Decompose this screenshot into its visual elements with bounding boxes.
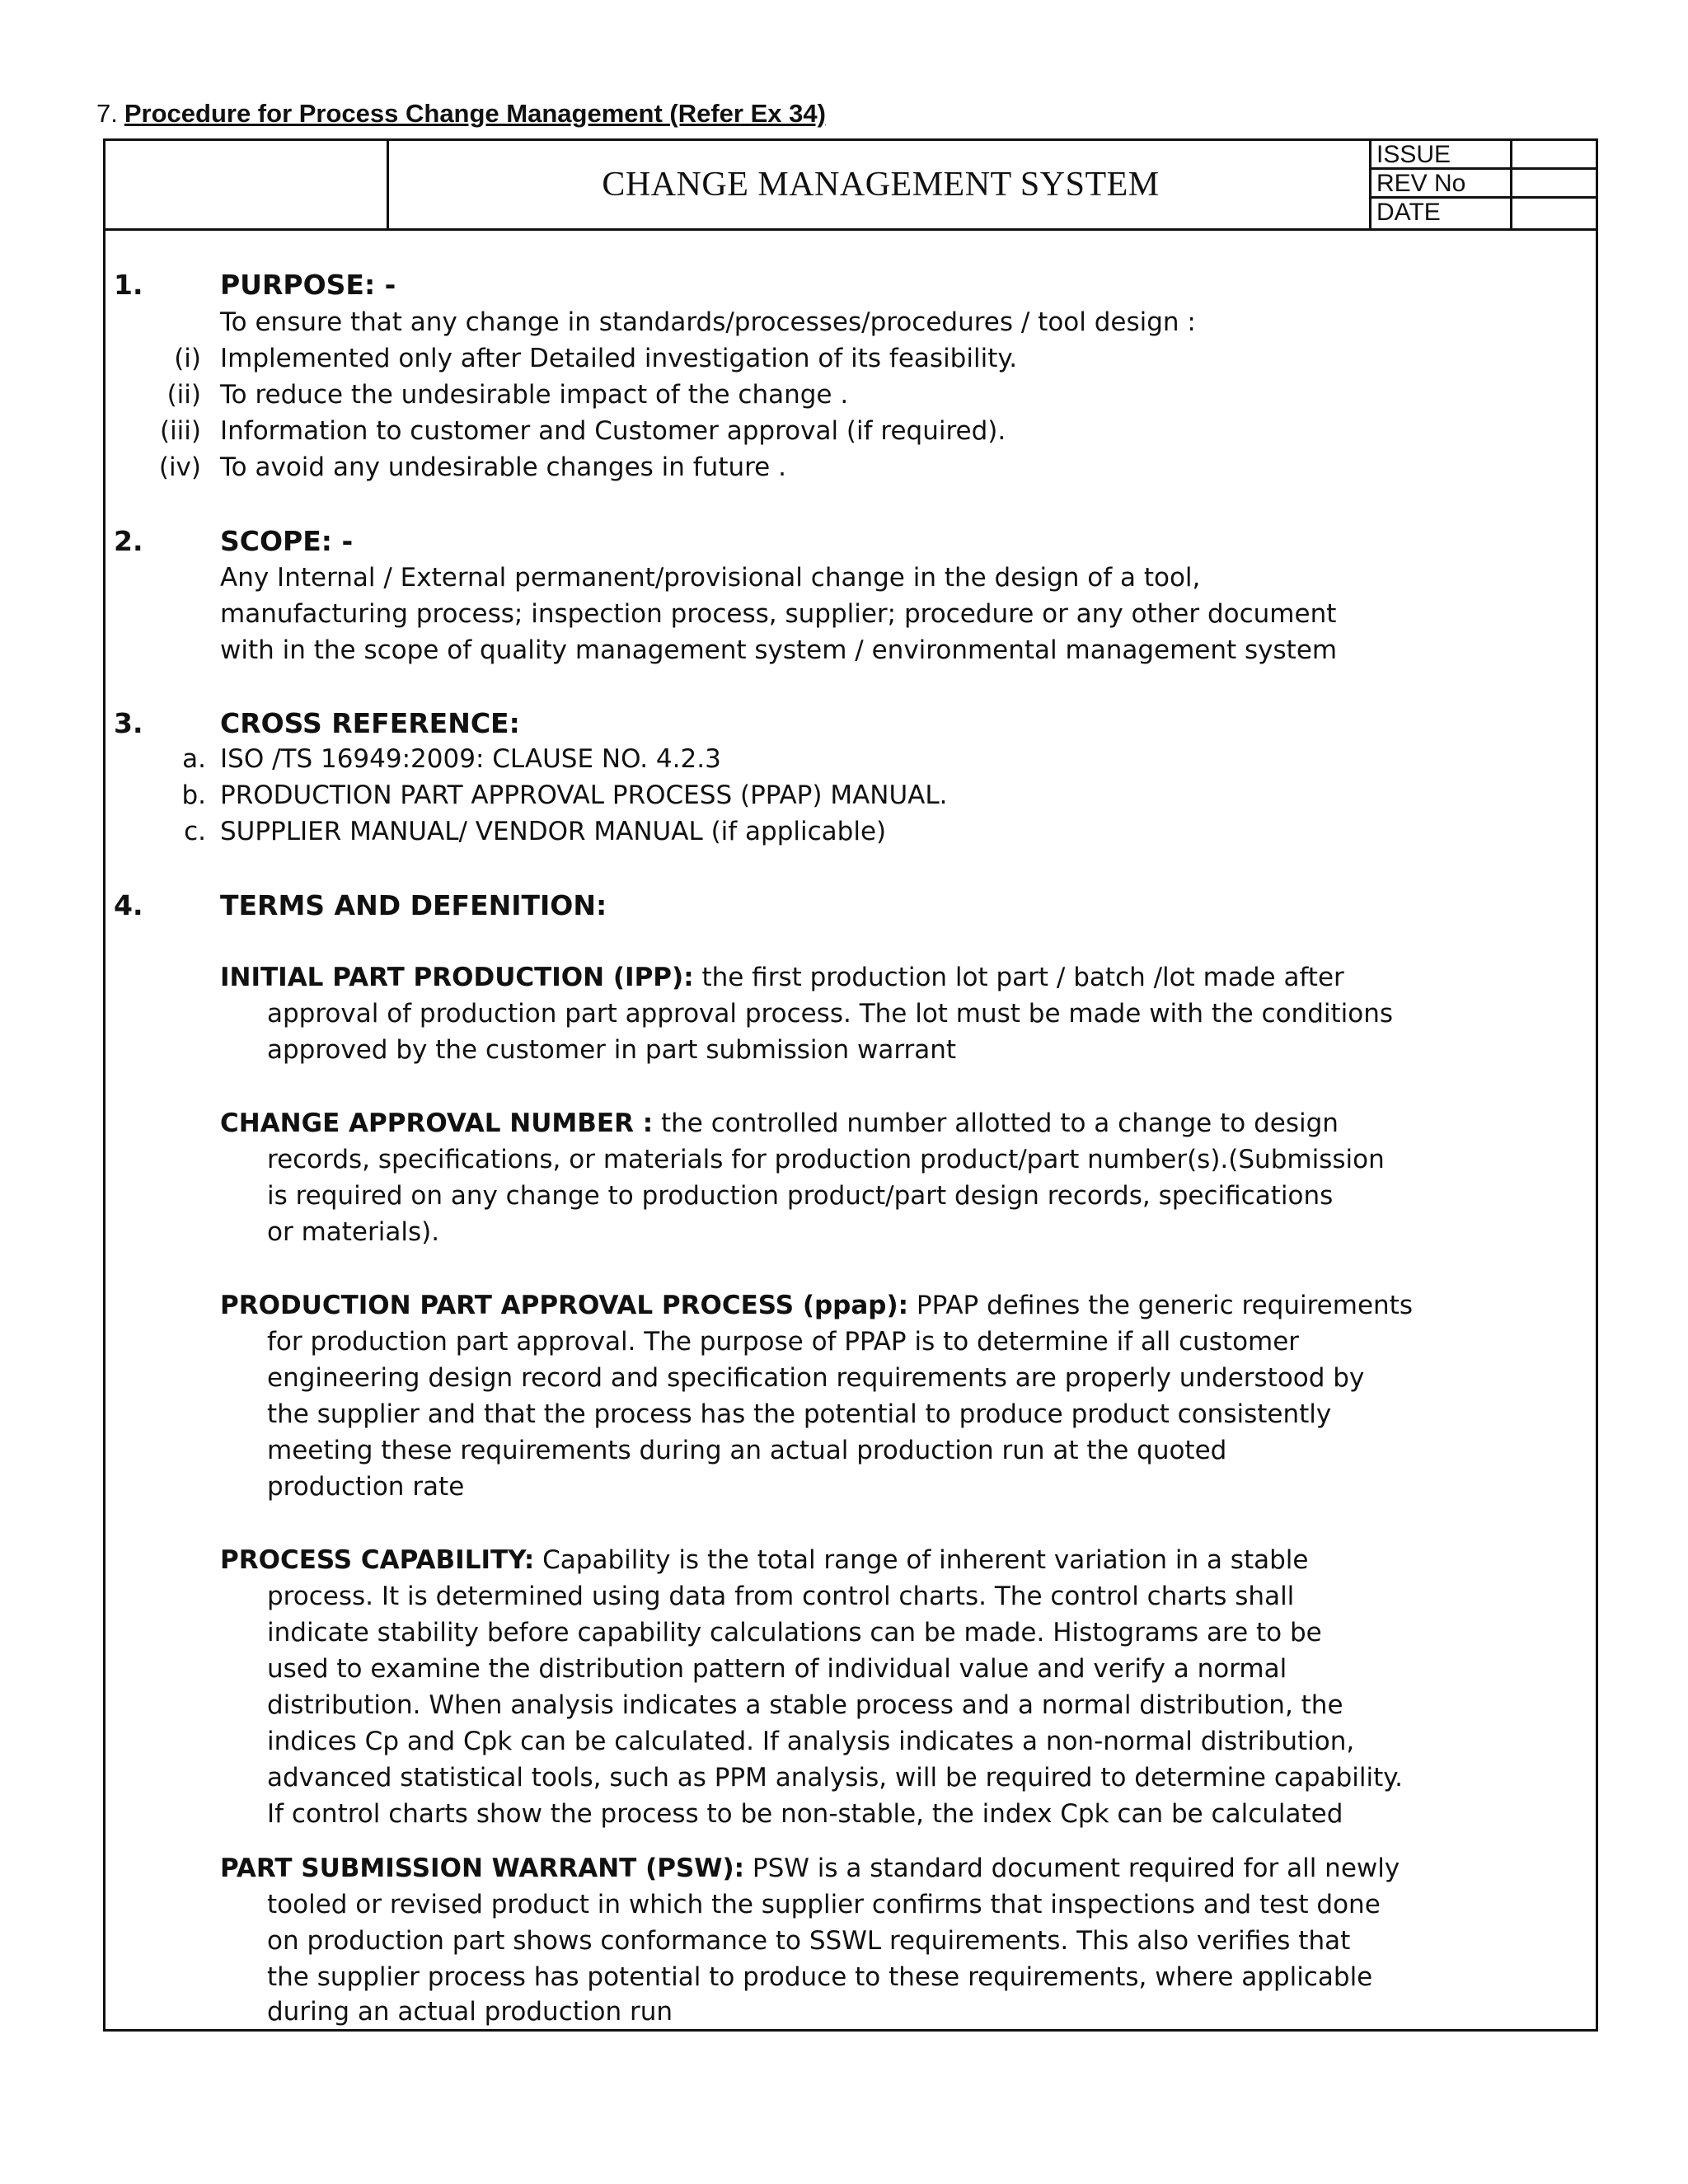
term-line: the supplier process has potential to produce to these requirements, where applicable — [267, 1962, 1373, 1992]
purpose-marker: (i) — [174, 344, 201, 373]
term-definition: Capability is the total range of inherent variation in a stable — [534, 1545, 1309, 1575]
term-ppap — [220, 1291, 1413, 1320]
purpose-number: 1. — [114, 269, 143, 301]
purpose-item: To reduce the undesirable impact of the change . — [220, 380, 849, 410]
crossref-item: PRODUCTION PART APPROVAL PROCESS (PPAP) MANUAL. — [220, 780, 948, 810]
logo-cell — [106, 141, 389, 228]
term-definition: PSW is a standard document required for all newly — [744, 1854, 1400, 1883]
term-name: CHANGE APPROVAL NUMBER : — [220, 1108, 654, 1138]
rev-label: REV No — [1376, 170, 1466, 197]
term-name: PART SUBMISSION WARRANT (PSW): — [220, 1854, 745, 1883]
revision-table — [1369, 141, 1598, 228]
crossref-number: 3. — [114, 707, 143, 739]
crossref-marker: a. — [182, 744, 206, 774]
term-line: records, specifications, or materials for production product/part number(s).(Submission — [267, 1145, 1385, 1174]
term-line: is required on any change to production product/part design records, specifications — [267, 1181, 1334, 1211]
crossref-marker: c. — [184, 817, 206, 846]
term-name: INITIAL PART PRODUCTION (IPP): — [220, 963, 694, 992]
crossref-marker: b. — [181, 780, 206, 810]
term-psw — [220, 1854, 1400, 1883]
crossref-item: ISO /TS 16949:2009: CLAUSE NO. 4.2.3 — [220, 744, 721, 774]
term-line: process. It is determined using data from control charts. The control charts shall — [267, 1582, 1295, 1611]
term-line: indicate stability before capability calculations can be made. Histograms are to be — [267, 1618, 1322, 1647]
term-definition: PPAP defines the generic requirements — [908, 1291, 1413, 1320]
issue-row — [1372, 141, 1598, 170]
crossref-item: SUPPLIER MANUAL/ VENDOR MANUAL (if applicable) — [220, 817, 887, 846]
purpose-item: To avoid any undesirable changes in future . — [220, 452, 786, 482]
term-line: the supplier and that the process has the potential to produce product consistently — [267, 1399, 1332, 1429]
term-ipp — [220, 963, 1344, 992]
term-line: approval of production part approval process. The lot must be made with the conditions — [267, 999, 1394, 1029]
procedure-heading — [96, 99, 826, 129]
purpose-intro: To ensure that any change in standards/processes/procedures / tool design : — [220, 307, 1196, 337]
document-title: CHANGE MANAGEMENT SYSTEM — [602, 166, 1160, 204]
document-header — [106, 141, 1596, 231]
term-change-approval — [220, 1108, 1339, 1138]
term-name: PROCESS CAPABILITY: — [220, 1545, 535, 1575]
purpose-marker: (ii) — [166, 380, 201, 410]
terms-number: 4. — [114, 889, 143, 921]
term-line: tooled or revised product in which the supplier confirms that inspections and test done — [267, 1890, 1381, 1919]
term-line: production rate — [267, 1472, 465, 1502]
terms-title: TERMS AND DEFENITION: — [220, 889, 607, 921]
term-line: distribution. When analysis indicates a stable process and a normal distribution, the — [267, 1690, 1343, 1720]
term-line: approved by the customer in part submission warrant — [267, 1035, 957, 1065]
purpose-title: PURPOSE: - — [220, 269, 396, 301]
term-line: for production part approval. The purpose of PPAP is to determine if all customer — [267, 1327, 1300, 1357]
term-line: used to examine the distribution pattern of individual value and verify a normal — [267, 1654, 1287, 1684]
scope-title: SCOPE: - — [220, 525, 354, 557]
scope-line: manufacturing process; inspection process, supplier; procedure or any other document — [220, 599, 1337, 629]
date-value — [1510, 199, 1598, 228]
purpose-marker: (iii) — [159, 416, 201, 446]
date-row — [1372, 199, 1598, 228]
heading-number: 7. — [96, 99, 118, 128]
crossref-title: CROSS REFERENCE: — [220, 707, 520, 739]
term-process-capability — [220, 1545, 1308, 1575]
term-line: or materials). — [267, 1217, 440, 1247]
scope-line: Any Internal / External permanent/provisional change in the design of a tool, — [220, 563, 1201, 593]
purpose-marker: (iv) — [158, 452, 201, 482]
date-label: DATE — [1376, 199, 1441, 226]
document-frame — [103, 138, 1598, 2032]
scope-number: 2. — [114, 525, 143, 557]
heading-title: Procedure for Process Change Management (Refer Ex 34) — [124, 99, 826, 128]
purpose-item: Information to customer and Customer approval (if required). — [220, 416, 1006, 446]
rev-value — [1510, 170, 1598, 196]
term-line: If control charts show the process to be non-stable, the index Cpk can be calculated — [267, 1799, 1343, 1829]
issue-label: ISSUE — [1376, 141, 1451, 168]
scope-line: with in the scope of quality management system / environmental management system — [220, 635, 1338, 665]
term-definition: the first production lot part / batch /lot made after — [693, 963, 1344, 992]
term-line: advanced statistical tools, such as PPM analysis, will be required to determine capability. — [267, 1763, 1404, 1793]
term-line: indices Cp and Cpk can be calculated. If analysis indicates a non-normal distribution, — [267, 1727, 1355, 1756]
term-name: PRODUCTION PART APPROVAL PROCESS (ppap): — [220, 1291, 909, 1320]
term-definition: the controlled number allotted to a change to design — [653, 1108, 1339, 1138]
issue-value — [1510, 141, 1598, 167]
rev-row — [1372, 170, 1598, 199]
purpose-item: Implemented only after Detailed investigation of its feasibility. — [220, 344, 1018, 373]
term-line: on production part shows conformance to SSWL requirements. This also verifies that — [267, 1926, 1351, 1956]
term-line: during an actual production run — [267, 1997, 673, 2027]
term-line: engineering design record and specification requirements are properly understood by — [267, 1363, 1365, 1393]
term-line: meeting these requirements during an actual production run at the quoted — [267, 1436, 1227, 1465]
